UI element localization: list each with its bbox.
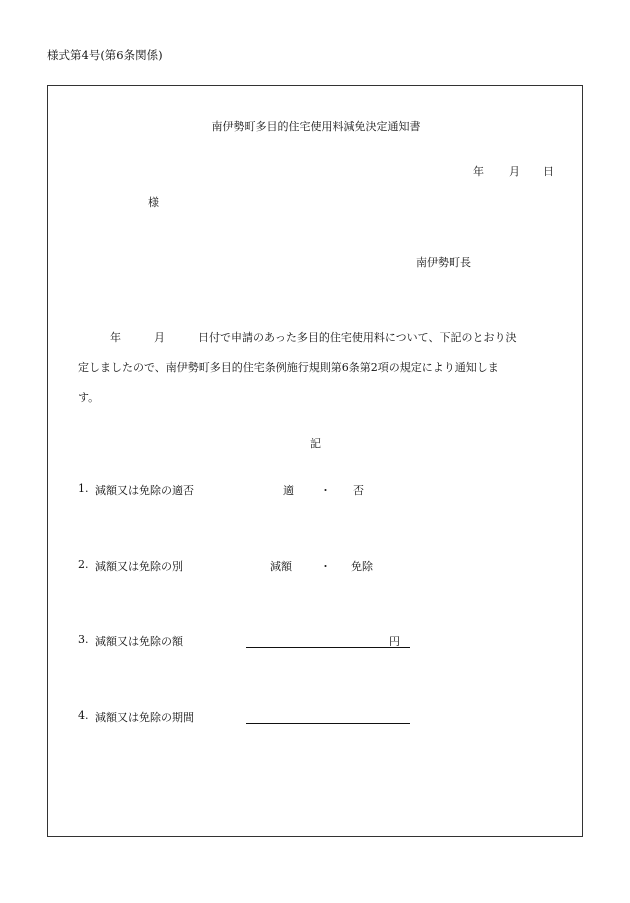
item-4-label: 減額又は免除の期間 <box>95 711 194 724</box>
item-1-label: 減額又は免除の適否 <box>95 484 194 497</box>
item-2-number: 2. <box>78 558 89 571</box>
date-day-label: 日 <box>543 165 554 178</box>
body-year-label: 年 <box>110 331 121 344</box>
item-2-option-exemption: 免除 <box>351 560 373 573</box>
issuer-name: 南伊勢町長 <box>416 256 471 269</box>
item-4-number: 4. <box>78 709 89 722</box>
date-year-label: 年 <box>473 165 484 178</box>
item-1-separator: ・ <box>320 484 331 497</box>
notice-frame <box>47 85 583 837</box>
body-text-line-1 <box>110 329 516 345</box>
date-month-label: 月 <box>509 165 520 178</box>
form-number-label: 様式第4号(第6条関係) <box>47 48 163 62</box>
amount-unit-yen: 円 <box>389 635 400 648</box>
item-1-number: 1. <box>78 482 89 495</box>
item-2-separator: ・ <box>320 560 331 573</box>
item-1-option-approve: 適 <box>283 484 294 497</box>
body-month-label: 月 <box>154 331 165 344</box>
body-line-1-text: 日付で申請のあった多目的住宅使用料について、下記のとおり決 <box>198 331 517 344</box>
document-title: 南伊勢町多目的住宅使用料減免決定通知書 <box>211 120 421 133</box>
period-blank-line <box>246 709 410 724</box>
item-2-label: 減額又は免除の別 <box>95 560 183 573</box>
body-text-line-2: 定しましたので、南伊勢町多目的住宅条例施行規則第6条第2項の規定により通知しま <box>78 361 499 374</box>
item-2-option-reduction: 減額 <box>270 560 292 573</box>
body-text-line-3: す。 <box>78 391 100 404</box>
amount-blank-line <box>246 633 410 648</box>
item-3-label: 減額又は免除の額 <box>95 635 183 648</box>
addressee-suffix: 様 <box>148 196 159 209</box>
ki-heading: 記 <box>310 437 321 450</box>
item-3-number: 3. <box>78 633 89 646</box>
item-1-option-deny: 否 <box>353 484 364 497</box>
